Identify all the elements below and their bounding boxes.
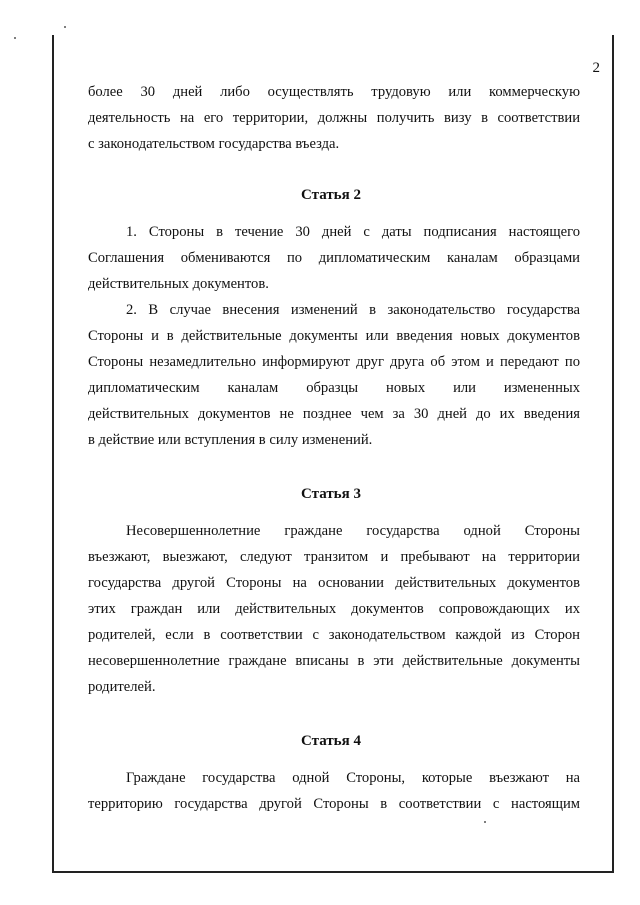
text-line: Граждане государства одной Стороны, которые въезжают на (126, 770, 580, 786)
text-line: в действие или вступления в силу изменений. (88, 432, 373, 448)
article-3-heading: Статья 3 (301, 486, 361, 502)
page-number: 2 (592, 60, 600, 76)
text-line: действительных документов не позднее чем за 30 дней до их введения (88, 406, 580, 422)
text-line: 2. В случае внесения изменений в законодательство государства (126, 302, 580, 318)
text-line: с законодательством государства въезда. (88, 136, 340, 152)
text-line: Несовершеннолетние граждане государства одной Стороны (126, 523, 580, 539)
text-line: Стороны незамедлительно информируют друг друга об этом и передают по (88, 354, 580, 370)
text-line: Стороны и в действительные документы или введения новых документов (88, 328, 580, 344)
text-line: Соглашения обмениваются по дипломатическим каналам образцами (88, 250, 580, 266)
scan-speck (14, 37, 16, 39)
scan-speck (484, 821, 486, 823)
text-line: государства другой Стороны на основании действительных документов (88, 575, 580, 591)
text-line: более 30 дней либо осуществлять трудовую или коммерческую (88, 84, 580, 100)
text-line: родителей. (88, 679, 156, 695)
text-line: деятельность на его территории, должны получить визу в соответствии (88, 110, 580, 126)
text-line: родителей, если в соответствии с законодательством каждой из Сторон (88, 627, 580, 643)
scan-speck (64, 26, 66, 28)
text-line: территорию государства другой Стороны в соответствии с настоящим (88, 796, 580, 812)
article-4-heading: Статья 4 (301, 733, 361, 749)
text-line: несовершеннолетние граждане вписаны в эти действительные документы (88, 653, 580, 669)
article-2-heading: Статья 2 (301, 187, 361, 203)
text-line: 1. Стороны в течение 30 дней с даты подписания настоящего (126, 224, 580, 240)
text-line: въезжают, выезжают, следуют транзитом и пребывают на территории (88, 549, 580, 565)
text-line: действительных документов. (88, 276, 269, 292)
text-line: дипломатическим каналам образцы новых или измененных (88, 380, 580, 396)
text-line: этих граждан или действительных документов сопровождающих их (88, 601, 580, 617)
